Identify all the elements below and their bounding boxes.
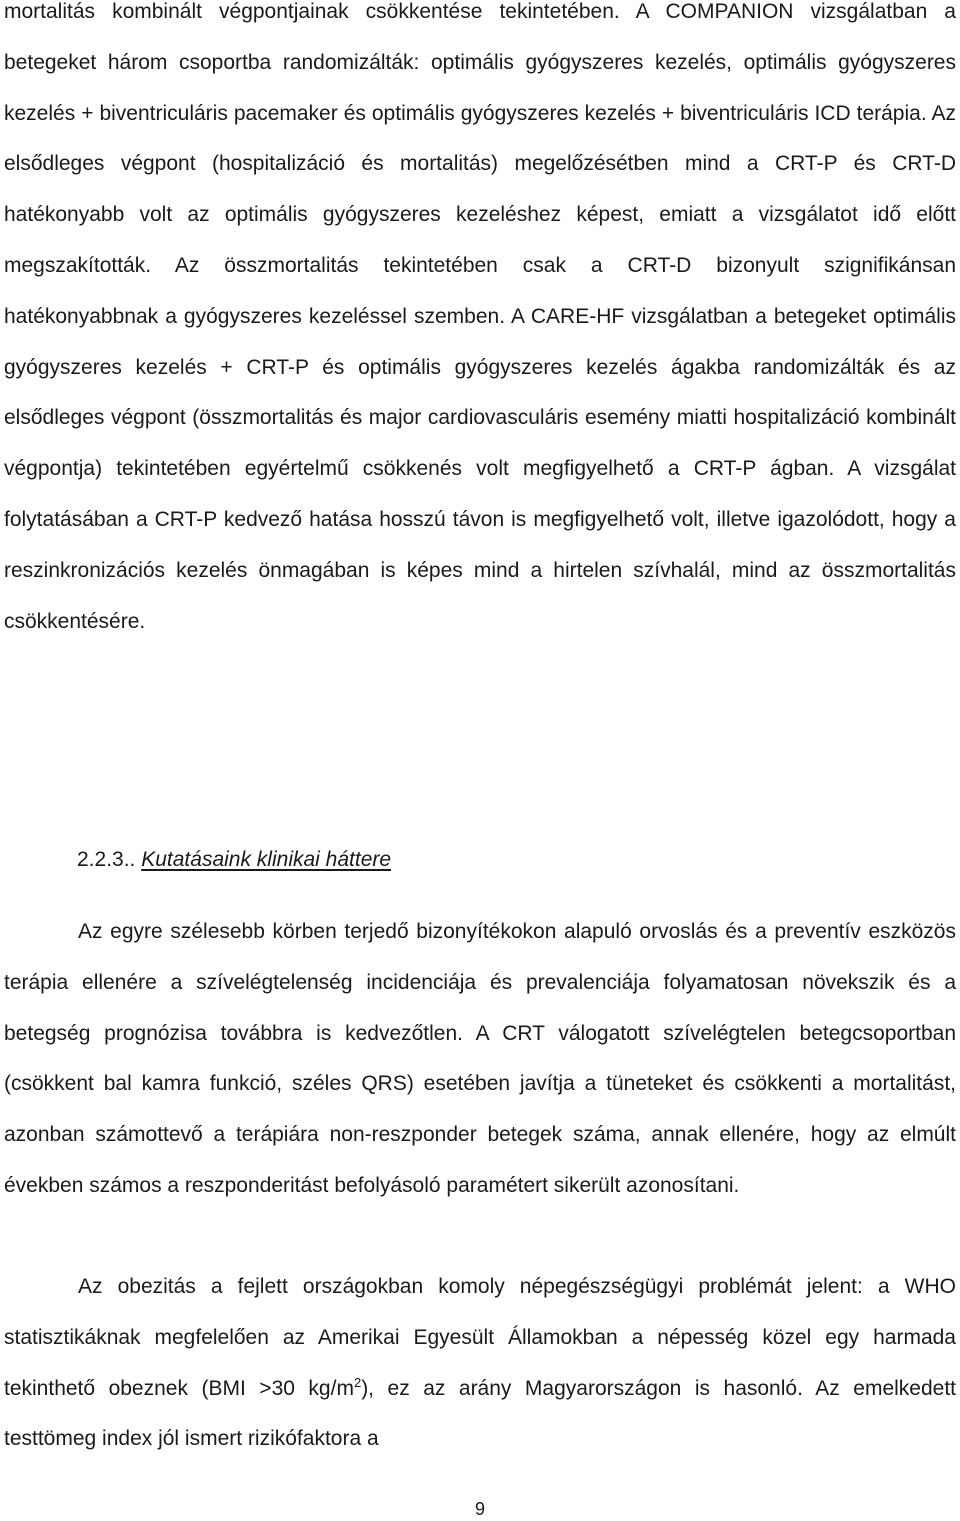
paragraph-clinical-background: Az egyre szélesebb körben terjedő bizonyítékokon alapuló orvoslás és a preventív eszközös terápia ellenére a szívelégtelenség incidenciája és prevalenciája folyamatosan növekszik és a betegség prognózisa továbbra is kedvezőtlen. A CRT válogatott szívelégtelen betegcsoportban (csökkent bal kamra funkció, széles QRS) esetében javítja a tüneteket és csökkenti a mortalitást, azonban számottevő a terápiára non-reszponder betegek száma, annak ellenére, hogy az elmúlt években számos a reszponderitást befolyásoló paramétert sikerült azonosítani. xyxy=(4,920,956,1197)
paragraph-obesity xyxy=(4,1262,956,1465)
section-heading xyxy=(77,835,391,885)
paragraph-obesity-text-2: ), ez az arány Magyarországon is hasonló. Az emelkedett testtömeg index jól ismert rizikófaktora a xyxy=(4,1376,956,1451)
section-number: 2.2.3.. xyxy=(77,848,136,871)
paragraph-obesity-text-1: Az obezitás a fejlett országokban komoly népegészségügyi problémát jelent: a WHO statisztikáknak megfelelően az Amerikai Egyesült Államokban a népesség közel egy harmada tekinthető obeznek (BMI >30 kg/m xyxy=(4,1275,956,1400)
paragraph-companion-care-hf: mortalitás kombinált végpontjainak csökkentése tekintetében. A COMPANION vizsgálatban a betegeket három csoportba randomizálták: optimális gyógyszeres kezelés, optimális gyógyszeres kezelés + biventriculáris pacemaker és optimális gyógyszeres kezelés + biventriculáris ICD terápia. Az elsődleges végpont (hospitalizáció és mortalitás) megelőzésétben mind a CRT-P és CRT-D hatékonyabb volt az optimális gyógyszeres kezeléshez képest, emiatt a vizsgálatot idő előtt megszakították. Az összmortalitás tekintetében csak a CRT-D bizonyult szignifikánsan hatékonyabbnak a gyógyszeres kezeléssel szemben. A CARE-HF vizsgálatban a betegeket optimális gyógyszeres kezelés + CRT-P és optimális gyógyszeres kezelés ágakba randomizálták és az elsődleges végpont (összmortalitás és major cardiovasculáris esemény miatti hospitalizáció kombinált végpontja) tekintetében egyértelmű csökkenés volt megfigyelhető a CRT-P ágban. A vizsgálat folytatásában a CRT-P kedvező hatása hosszú távon is megfigyelhető volt, illetve igazolódott, hogy a reszinkronizációs kezelés önmagában is képes mind a hirtelen szívhalál, mind az összmortalitás csökkentésére. xyxy=(4,0,956,633)
superscript-2: 2 xyxy=(353,1374,362,1390)
page-number: 9 xyxy=(474,1499,485,1519)
section-title: Kutatásaink klinikai háttere xyxy=(141,848,392,871)
